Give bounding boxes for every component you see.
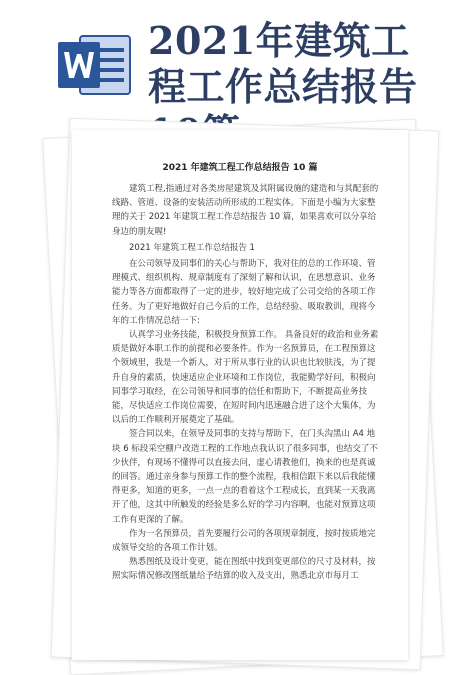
document-title: 2021 年建筑工程工作总结报告 10 篇	[162, 163, 318, 173]
cover-title-line-2: 程工作总结报告	[148, 64, 418, 109]
paragraph: 建筑工程,指通过对各类房屋建筑及其附属设施的建造和与其配套的线路、管道、设备的安装活动所形成的工程实体。下面是小编为大家整理的关于 2021 年建筑工程工作总结报告 10 篇，如果喜欢可以分享给身边的朋友喔!	[112, 184, 379, 237]
paragraph: 在公司领导及同事们的关心与帮助下，我对住的总的工作环境、管理模式、组织机构、规章制度有了深刻了解和认识，在思想意识、业务能力等各方面都取得了一定的进步，较好地完成了公司交给的各项工作任务。为了更好地做好自己今后的工作，总结经验、吸取教训，现将今年的工作情况总结一下:	[112, 259, 376, 326]
paragraph: 签合同以来，在领导及同事的支持与帮助下，在门头沟黑山 A4 地块 6 标段采空棚户改造工程的工作地点我认识了很多同事，也结交了不少伙伴，有现场不懂得可以直接去问，虚心请教他们，换来的也是真诚的回答。通过亲身参与预算工作的整个流程，我相信跟下来以后我能懂得更多，知道的更多，一点一点的看着这个工程成长，直到某一天我离开了他，这其中所触发的经验是多么好的学习内容啊，也能对预算这项工作有更深的了解。	[112, 429, 378, 525]
cover-header	[0, 0, 474, 115]
document-page	[72, 130, 408, 660]
cover-title-line-1: 2021年建筑工	[148, 18, 410, 63]
paragraph: 熟悉图纸及设计变更，能在图纸中找到变更部位的尺寸及材料，按照实际情况修改图纸量给予结算的收入及支出，熟悉北京市每月工	[112, 557, 376, 582]
word-document-icon	[54, 30, 134, 100]
paragraph: 认真学习业务技能，积极投身预算工作。 具备良好的政治和业务素质是做好本职工作的前提和必要条件。作为一名预算员，在工程预算这个领域里，我是一个新人，对于所从事行业的认识也比较肤浅，为了提升自身的素质，快速适应企业环境和工作岗位，我能勤学好问，积极向同事学习取经，在公司领导和同事的信任和帮助下，不断提高业务技能，尽快适应工作岗位需要，在短时间内迅速融合进了这个大集体，为以后的工作顺利开展奠定了基础。	[112, 330, 379, 426]
section-heading: 2021 年建筑工程工作总结报告 1	[129, 242, 255, 253]
paragraph: 作为一名预算员，首先要履行公司的各项规章制度，按时按质地完成领导交给的各项工作计划。	[112, 528, 376, 554]
document-body	[112, 182, 382, 584]
